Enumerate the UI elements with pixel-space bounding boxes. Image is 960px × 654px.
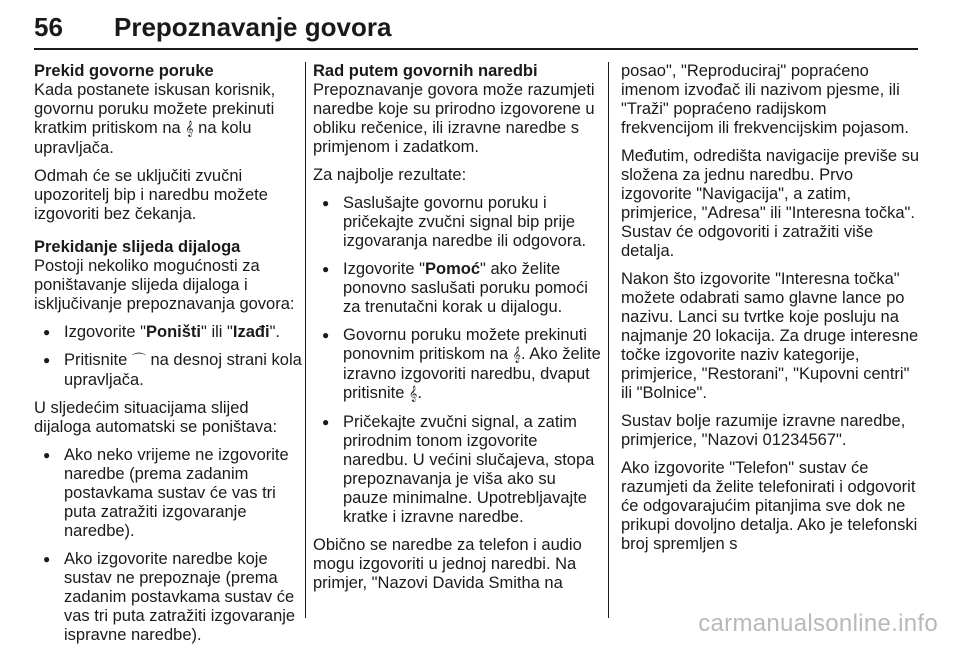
paragraph: Prepoznavanje govora može razumjeti naredbe koje su prirodno izgovorene u obliku rečenice, ili izravne naredbe s primjenom i zadatkom. <box>313 81 595 156</box>
command-text: Poništi <box>145 323 201 341</box>
paragraph: Sustav bolje razumije izravne naredbe, primjerice, "Nazovi 01234567". <box>621 412 906 449</box>
text: Kada postanete iskusan korisnik, govornu poruku možete prekinuti kratkim pritiskom na <box>34 81 276 137</box>
command-text: Pomoć <box>424 260 480 278</box>
paragraph <box>34 81 302 158</box>
column-divider-1 <box>305 62 306 618</box>
page-number: 56 <box>34 12 63 42</box>
section-heading-cancel-dialog: Prekidanje slijeda dijaloga <box>34 238 241 256</box>
list-item: ● Ako neko vrijeme ne izgovorite naredbe (prema zadanim postavkama sustav će vas tri puta zatražiti izgovaranje naredbe). <box>34 446 302 541</box>
list-item: ● Ako izgovorite naredbe koje sustav ne prepoznaje (prema zadanim postavkama sustav će vas tri puta zatražiti izgovaranje ispravne naredbe). <box>34 550 302 645</box>
text: . Ako želite izravno izgovoriti naredbu, dvaput pritisnite <box>343 345 601 402</box>
paragraph: U sljedećim situacijama slijed dijaloga automatski se poništava: <box>34 399 278 436</box>
column-3 <box>621 62 921 563</box>
section-heading-interrupt-prompt: Prekid govorne poruke <box>34 62 214 80</box>
paragraph: Međutim, odredišta navigacije previše su složena za jednu naredbu. Prvo izgovorite "Navigacija", a zatim, primjerice, "Adresa" ili "Interesna točka". Sustav će odgovoriti i zatražiti više detalja. <box>621 147 920 260</box>
text: Govornu poruku možete prekinuti ponovnim pritiskom na <box>343 326 587 363</box>
column-1 <box>34 62 302 654</box>
text: na kolu upravljača. <box>34 119 252 157</box>
list-item: ● Pričekajte zvučni signal, a zatim prirodnim tonom izgovorite naredbu. U većini slučajeva, stopa prepoznavanja je viša ako su pauze minimalne. Upotrebljavajte kratke i izravne naredbe. <box>313 413 603 527</box>
bullet-list <box>34 323 302 390</box>
page-title: Prepoznavanje govora <box>114 12 392 42</box>
column-2 <box>313 62 603 602</box>
command-text: Izađi <box>232 323 270 341</box>
list-item <box>313 326 603 404</box>
page-header <box>34 0 918 46</box>
text: Izgovorite " <box>64 323 146 341</box>
text: " ako želite ponovno saslušati poruku pomoći za trenutačni korak u dijalogu. <box>343 260 588 316</box>
watermark: carmanualsonline.info <box>698 610 938 637</box>
list-item: ● Saslušajte govornu poruku i pričekajte zvučni signal bip prije izgovaranja naredbe ili odgovora. <box>313 194 603 251</box>
list-item <box>34 323 302 342</box>
bullet-list <box>34 446 302 645</box>
list-item <box>34 351 302 390</box>
paragraph: Nakon što izgovorite "Interesna točka" možete odabrati samo glavne lance po nazivu. Lanci su tvrtke koje posluju na najmanje 20 lokacija. Za druge interesne točke izgovorite naziv kategorije, primjerice, "Restorani", "Kupovni centri" ili "Bolnice". <box>621 270 919 402</box>
paragraph: Obično se naredbe za telefon i audio mogu izgovoriti u jednoj naredbi. Na primjer, "Nazovi Davida Smitha na <box>313 536 582 592</box>
hang-up-icon: ⌒ <box>131 353 146 369</box>
paragraph: Odmah će se uključiti zvučni upozoritelj bip i naredbu možete izgovoriti bez čekanja. <box>34 167 268 223</box>
text: " ili " <box>201 323 233 341</box>
text: . <box>417 384 422 402</box>
paragraph: Za najbolje rezultate: <box>313 166 467 184</box>
text: Izgovorite " <box>343 260 425 278</box>
list-item <box>313 260 603 317</box>
voice-icon: 𝄞 <box>409 386 418 402</box>
text: ". <box>269 323 281 341</box>
paragraph: Postoji nekoliko mogućnosti za poništavanje slijeda dijaloga i isključivanje prepoznavanja govora: <box>34 257 295 313</box>
bullet-list <box>313 194 603 527</box>
voice-icon: 𝄞 <box>512 347 521 363</box>
text: na desnoj strani kola upravljača. <box>64 351 302 389</box>
voice-icon: 𝄞 <box>185 121 194 137</box>
column-divider-2 <box>608 62 609 618</box>
header-divider <box>34 48 918 50</box>
section-heading-voice-commands: Rad putem govornih naredbi <box>313 62 538 80</box>
paragraph: posao", "Reproduciraj" popraćeno imenom izvođač ili nazivom pjesme, ili "Traži" popraćeno radijskom frekvencijom ili frekvencijskim pojasom. <box>621 62 909 137</box>
paragraph: Ako izgovorite "Telefon" sustav će razumjeti da želite telefonirati i odgovorit će odgovarajućim pitanjima sve dok ne prikupi dovoljno detalja. Ako je telefonski broj spremljen s <box>621 459 918 553</box>
text: Pritisnite <box>64 351 128 369</box>
